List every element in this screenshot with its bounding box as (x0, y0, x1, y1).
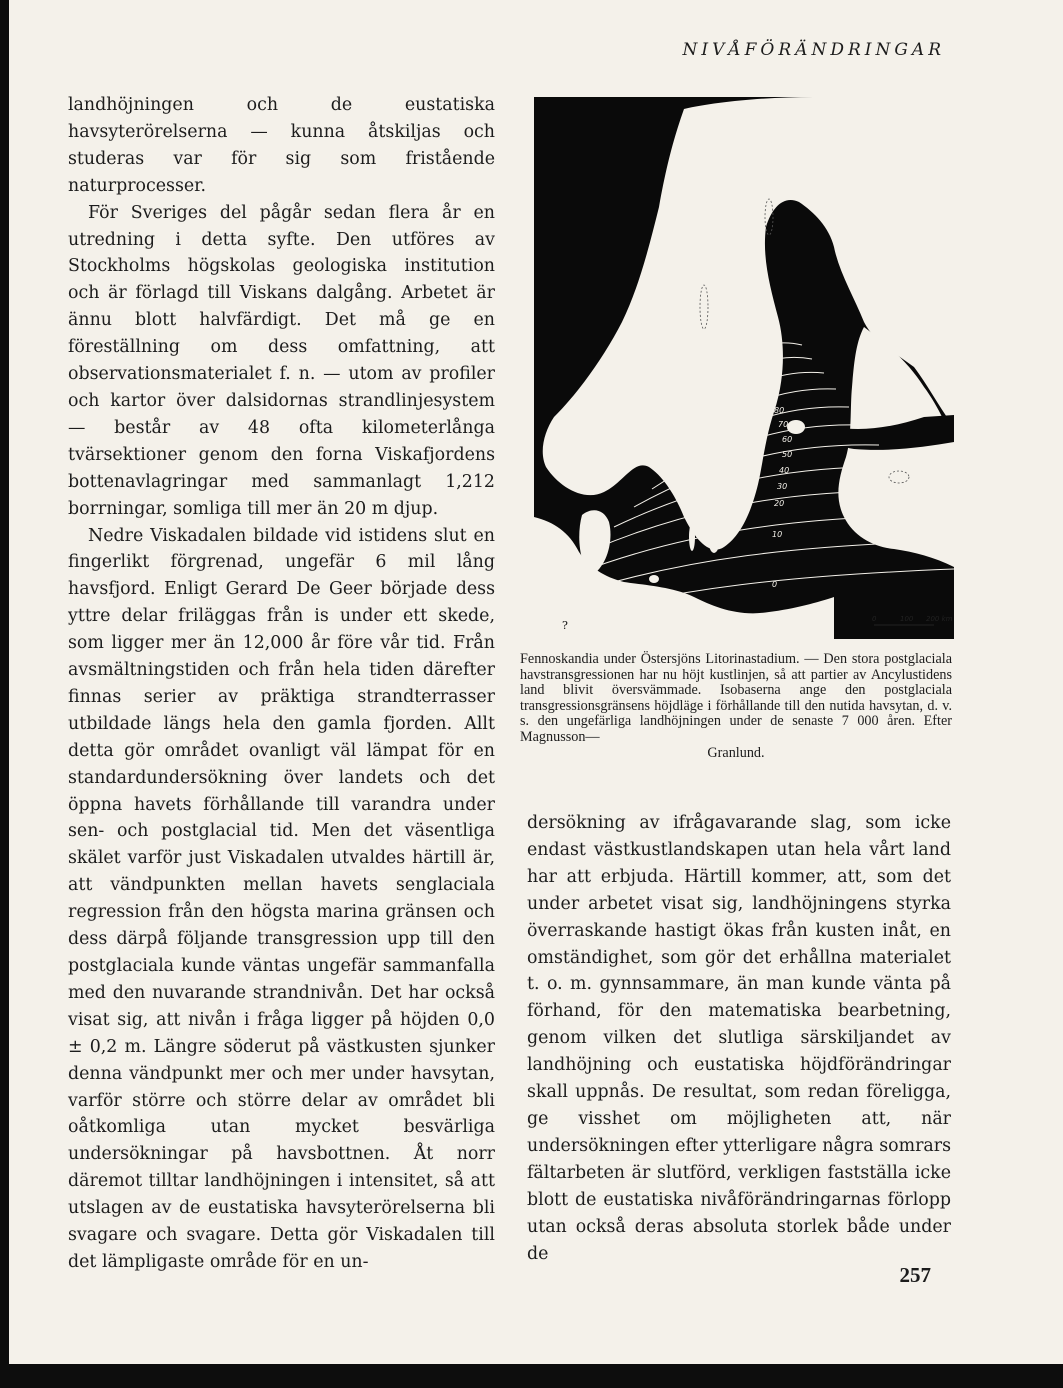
continent-land (534, 517, 834, 639)
scan-edge-bottom (0, 1364, 1063, 1388)
paragraph: landhöjningen och de eustatiska havsyterörelserna — kunna åtskiljas och studeras var för sig som fristående naturprocesser. (68, 95, 495, 196)
scan-edge-left (0, 0, 9, 1364)
question-mark: ? (562, 619, 568, 632)
caption-text: Fennoskandia under Östersjöns Litorinastadium. — Den stora postglaciala havstransgressionen har nu höjt kustlinjen, så att partier av Ancylustidens land blivit översvämmade. Isobaserna ange den postglaciala transgressionsgränsens höjdläge i förhållande till den nutida havsytan, d. v. s. den ungefärliga landhöjningen under de senaste 7 000 åren. Efter Magnusson— (520, 651, 952, 745)
oland-island (689, 523, 695, 551)
page-number: 257 (899, 1263, 931, 1287)
aland-island (787, 420, 805, 434)
isobase-label: 90 (766, 393, 777, 402)
running-title: NIVÅFÖRÄNDRINGAR (682, 40, 945, 60)
paragraph: För Sveriges del pågår sedan flera år en utredning i detta syfte. Den utföres av Stockholms högskolas geologiska institution och är förlagd till Viskans dalgång. Arbetet är ännu blott halvfärdigt. Det må ge en föreställning om dess omfattning, att observationsmaterialet f. n. — utom av profiler och kartor över dalsidornas strandlinjesystem — består av 48 ofta kilometerlånga tvärsektioner genom den forna Viskafjordens bottenavlagringar med sammanlagt 1,212 borrningar, somliga till mer än 20 m djup. (68, 202, 495, 519)
bornholm-island (649, 575, 659, 583)
left-text-column (68, 92, 495, 1276)
isobase-label: 40 (779, 466, 790, 475)
isobase-label: 10 (772, 530, 783, 539)
scale-label: 200 km (926, 615, 953, 623)
isobase-label: 100 (756, 382, 772, 391)
isobase-label: 30 (777, 482, 788, 491)
isobase-label: 50 (782, 450, 793, 459)
fennoscandia-map (534, 97, 954, 639)
isobase-label: 20 (774, 499, 785, 508)
right-text-column (527, 810, 951, 1267)
paragraph: Nedre Viskadalen bildade vid istidens slut en fingerlikt förgrenad, ungefär 6 mil lång havsfjord. Enligt Gerard De Geer började dess yttre delar friläggas från is under ett skede, som ligger mer än 12,000 år före vår tid. Från avsmältningstiden och från hela tiden därefter finnas serier av präktiga strandterrasser utbildade längs hela den gamla fjorden. Allt detta gör området ovanligt väl lämpat för en standardundersökning över landets och det öppna havets förhållande till varandra under sen- och postglacial tid. Men det väsentliga skälet varför just Viskadalen utvaldes härtill är, att vändpunkten mellan havets senglaciala regression från den högsta marina gränsen och dess därpå följande transgression upp till den postglaciala kunde väntas ungefär sammanfalla med den nuvarande strandnivån. Det har också visat sig, att nivån i fråga ligger på höjden 0,0 ± 0,2 m. Längre söderut på västkusten sjunker denna vändpunkt mer och mer under havsytan, varför större och större delar av området bli oåtkomliga utan mycket besvärliga undersökningar på havsbottnen. Åt norr däremot tilltar landhöjningen i intensitet, så att utslagen av de eustatiska havsyterörelserna bli svagare och svagare. Detta gör Viskadalen till det lämpligaste område för en un- (68, 525, 495, 1272)
caption-credit: Granlund. (707, 744, 765, 761)
isobase-label: 110 (744, 371, 760, 380)
isobase-label: 70 (778, 420, 789, 429)
map-caption (520, 652, 952, 761)
paragraph: dersökning av ifrågavarande slag, som icke endast västkustlandskapen utan hela vårt land har att erbjuda. Härtill kommer, att, som det under arbetet visat sig, landhöjningens styrka överraskande hastigt ökas från kusten inåt, en omständighet, som gör det erhållna materialet t. o. m. gynnsammare, än man kunde vänta på förhand, för den matematiska bearbetning, genom vilken det slutliga särskiljandet av landhöjning och eustatiska höjdförändringar skall uppnås. De resultat, som redan föreligga, ge visshet om möjligheten att, när undersökningen efter ytterligare några somrars fältarbeten är slutförd, verkligen fastställa icke blott de eustatiska nivåförändringarnas förlopp utan också deras absoluta storlek både under de (527, 813, 951, 1264)
scale-label: 0 (872, 615, 877, 623)
gotland-island (708, 521, 720, 553)
isobase-label: 0 (772, 580, 778, 589)
scale-label: 100 (900, 615, 914, 623)
question-mark: ? (536, 609, 542, 622)
isobase-label: 60 (782, 435, 793, 444)
isobase-label: 80 (774, 406, 785, 415)
